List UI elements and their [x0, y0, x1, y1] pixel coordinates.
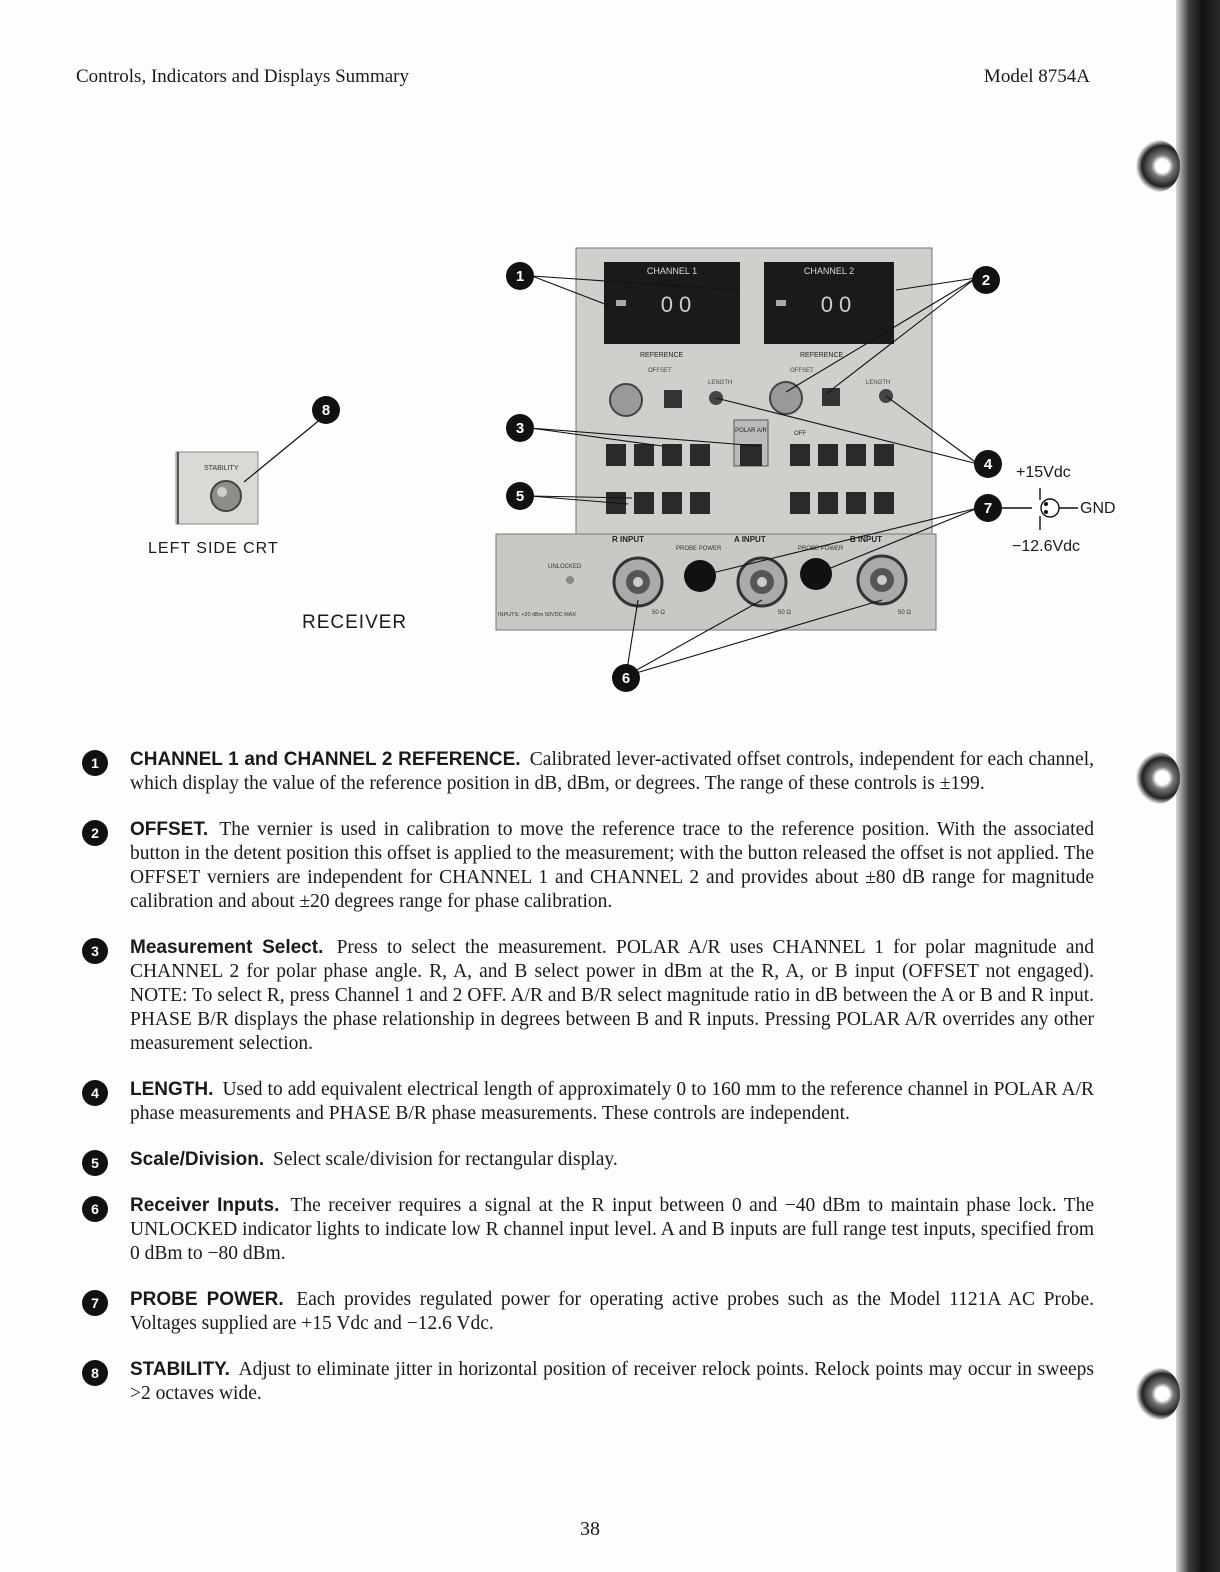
binder-ring-3	[1136, 1368, 1180, 1420]
item-title: OFFSET.	[130, 819, 209, 840]
description-item	[76, 1148, 1094, 1172]
svg-text:INPUTS: +20 dBm 50VDC MAX: INPUTS: +20 dBm 50VDC MAX	[498, 612, 577, 618]
gnd-label: GND	[1080, 500, 1116, 517]
item-text: Press to select the measurement. POLAR A/R uses CHANNEL 1 for polar magnitude and CHANNEL 2 for polar phase angle. R, A, and B select power in dBm at the R, A, or B input (OFFSET not engaged). NOTE: To select R, press Channel 1 and 2 OFF. A/R and B/R select magnitude ratio in dB between the A or B and R input. PHASE B/R displays the phase relationship in degrees between B and R inputs. Pressing POLAR A/R overrides any other measurement selection.	[130, 937, 1095, 1054]
callout-2: 2	[981, 272, 991, 289]
item-title: Scale/Division.	[130, 1149, 265, 1170]
svg-text:A INPUT: A INPUT	[734, 535, 766, 544]
item-title: PROBE POWER.	[130, 1289, 284, 1310]
svg-text:REFERENCE: REFERENCE	[800, 352, 844, 359]
callout-3: 3	[515, 420, 525, 437]
item-number-badge: 7	[82, 1290, 108, 1316]
description-item	[76, 1358, 1094, 1406]
svg-text:OFFSET: OFFSET	[648, 368, 672, 374]
svg-text:REFERENCE: REFERENCE	[640, 352, 684, 359]
item-text: The vernier is used in calibration to move the reference trace to the reference position. With the associated button in the detent position this offset is applied to the measurement; with the button released the offset is not applied. The OFFSET verniers are independent for CHANNEL 1 and CHANNEL 2 and provides about ±80 dB range for magnitude calibration and about ±20 degrees range for phase calibration.	[130, 819, 1094, 912]
svg-text:50 Ω: 50 Ω	[778, 610, 791, 616]
page-header-title: Controls, Indicators and Displays Summary	[76, 66, 409, 87]
receiver-panel-figure	[0, 0, 1220, 720]
description-item	[76, 1078, 1094, 1126]
page-header-model: Model 8754A	[983, 66, 1090, 87]
page-number: 38	[580, 1518, 600, 1540]
voltage-plus-label: +15Vdc	[1016, 464, 1071, 481]
item-number-badge: 1	[82, 750, 108, 776]
probe-pinout-symbol	[1002, 488, 1078, 530]
description-item	[76, 1288, 1094, 1336]
item-number-badge: 3	[82, 938, 108, 964]
svg-text:B INPUT: B INPUT	[850, 535, 882, 544]
item-text: Select scale/division for rectangular display.	[273, 1149, 618, 1170]
svg-text:POLAR A/R: POLAR A/R	[735, 428, 767, 434]
control-descriptions	[76, 748, 1094, 1428]
receiver-label: RECEIVER	[302, 612, 408, 633]
stability-inset	[176, 452, 258, 524]
callout-5: 5	[515, 488, 525, 505]
b-input-connector	[858, 556, 906, 604]
item-number-badge: 5	[82, 1150, 108, 1176]
item-title: Measurement Select.	[130, 937, 324, 958]
svg-text:50 Ω: 50 Ω	[898, 610, 911, 616]
description-item	[76, 1194, 1094, 1266]
svg-text:0 0: 0 0	[660, 292, 692, 317]
svg-text:OFF: OFF	[794, 431, 806, 437]
svg-text:LENGTH: LENGTH	[708, 380, 733, 386]
item-text: The receiver requires a signal at the R input between 0 and −40 dBm to maintain phase lock. The UNLOCKED indicator lights to indicate low R channel input level. A and B inputs are full range test inputs, specified from 0 dBm to −80 dBm.	[130, 1195, 1094, 1264]
item-text: Calibrated lever-activated offset controls, independent for each channel, which display the value of the reference position in dB, dBm, or degrees. The range of these controls is ±199.	[130, 749, 1094, 794]
svg-text:50 Ω: 50 Ω	[652, 610, 665, 616]
voltage-minus-label: −12.6Vdc	[1012, 538, 1081, 555]
description-item	[76, 748, 1094, 796]
front-panel	[496, 248, 936, 630]
svg-text:CHANNEL 2: CHANNEL 2	[803, 266, 855, 276]
item-title: LENGTH.	[130, 1079, 214, 1100]
callout-4: 4	[983, 456, 993, 473]
stability-knob	[211, 481, 241, 511]
item-title: STABILITY.	[130, 1359, 230, 1380]
item-title: Receiver Inputs.	[130, 1195, 280, 1216]
description-item	[76, 936, 1094, 1056]
svg-text:CHANNEL 1: CHANNEL 1	[646, 266, 698, 276]
callout-6: 6	[621, 670, 631, 687]
svg-text:PROBE POWER: PROBE POWER	[676, 546, 722, 552]
item-number-badge: 2	[82, 820, 108, 846]
svg-text:UNLOCKED: UNLOCKED	[548, 564, 582, 570]
binder-ring-2	[1136, 752, 1180, 804]
item-text: Used to add equivalent electrical length of approximately 0 to 160 mm to the reference channel in POLAR A/R phase measurements and PHASE B/R phase measurements. These controls are independent.	[130, 1079, 1094, 1124]
callout-1: 1	[515, 268, 525, 285]
svg-text:OFFSET: OFFSET	[790, 368, 814, 374]
description-item	[76, 818, 1094, 914]
callout-7: 7	[983, 500, 993, 517]
left-side-crt-label: LEFT SIDE CRT	[148, 540, 279, 557]
stability-small-label: STABILITY	[204, 465, 239, 472]
item-text: Adjust to eliminate jitter in horizontal position of receiver relock points. Relock points may occur in sweeps >2 octaves wide.	[130, 1359, 1094, 1404]
r-input-connector	[614, 558, 662, 606]
svg-text:LENGTH: LENGTH	[866, 380, 891, 386]
svg-text:R INPUT: R INPUT	[612, 535, 644, 544]
item-title: CHANNEL 1 and CHANNEL 2 REFERENCE.	[130, 749, 521, 770]
svg-text:0 0: 0 0	[820, 292, 852, 317]
callout-8: 8	[321, 402, 331, 419]
item-number-badge: 4	[82, 1080, 108, 1106]
item-number-badge: 8	[82, 1360, 108, 1386]
item-number-badge: 6	[82, 1196, 108, 1222]
item-text: Each provides regulated power for operating active probes such as the Model 1121A AC Probe. Voltages supplied are +15 Vdc and −12.6 Vdc.	[130, 1289, 1095, 1334]
svg-text:PROBE POWER: PROBE POWER	[798, 546, 844, 552]
